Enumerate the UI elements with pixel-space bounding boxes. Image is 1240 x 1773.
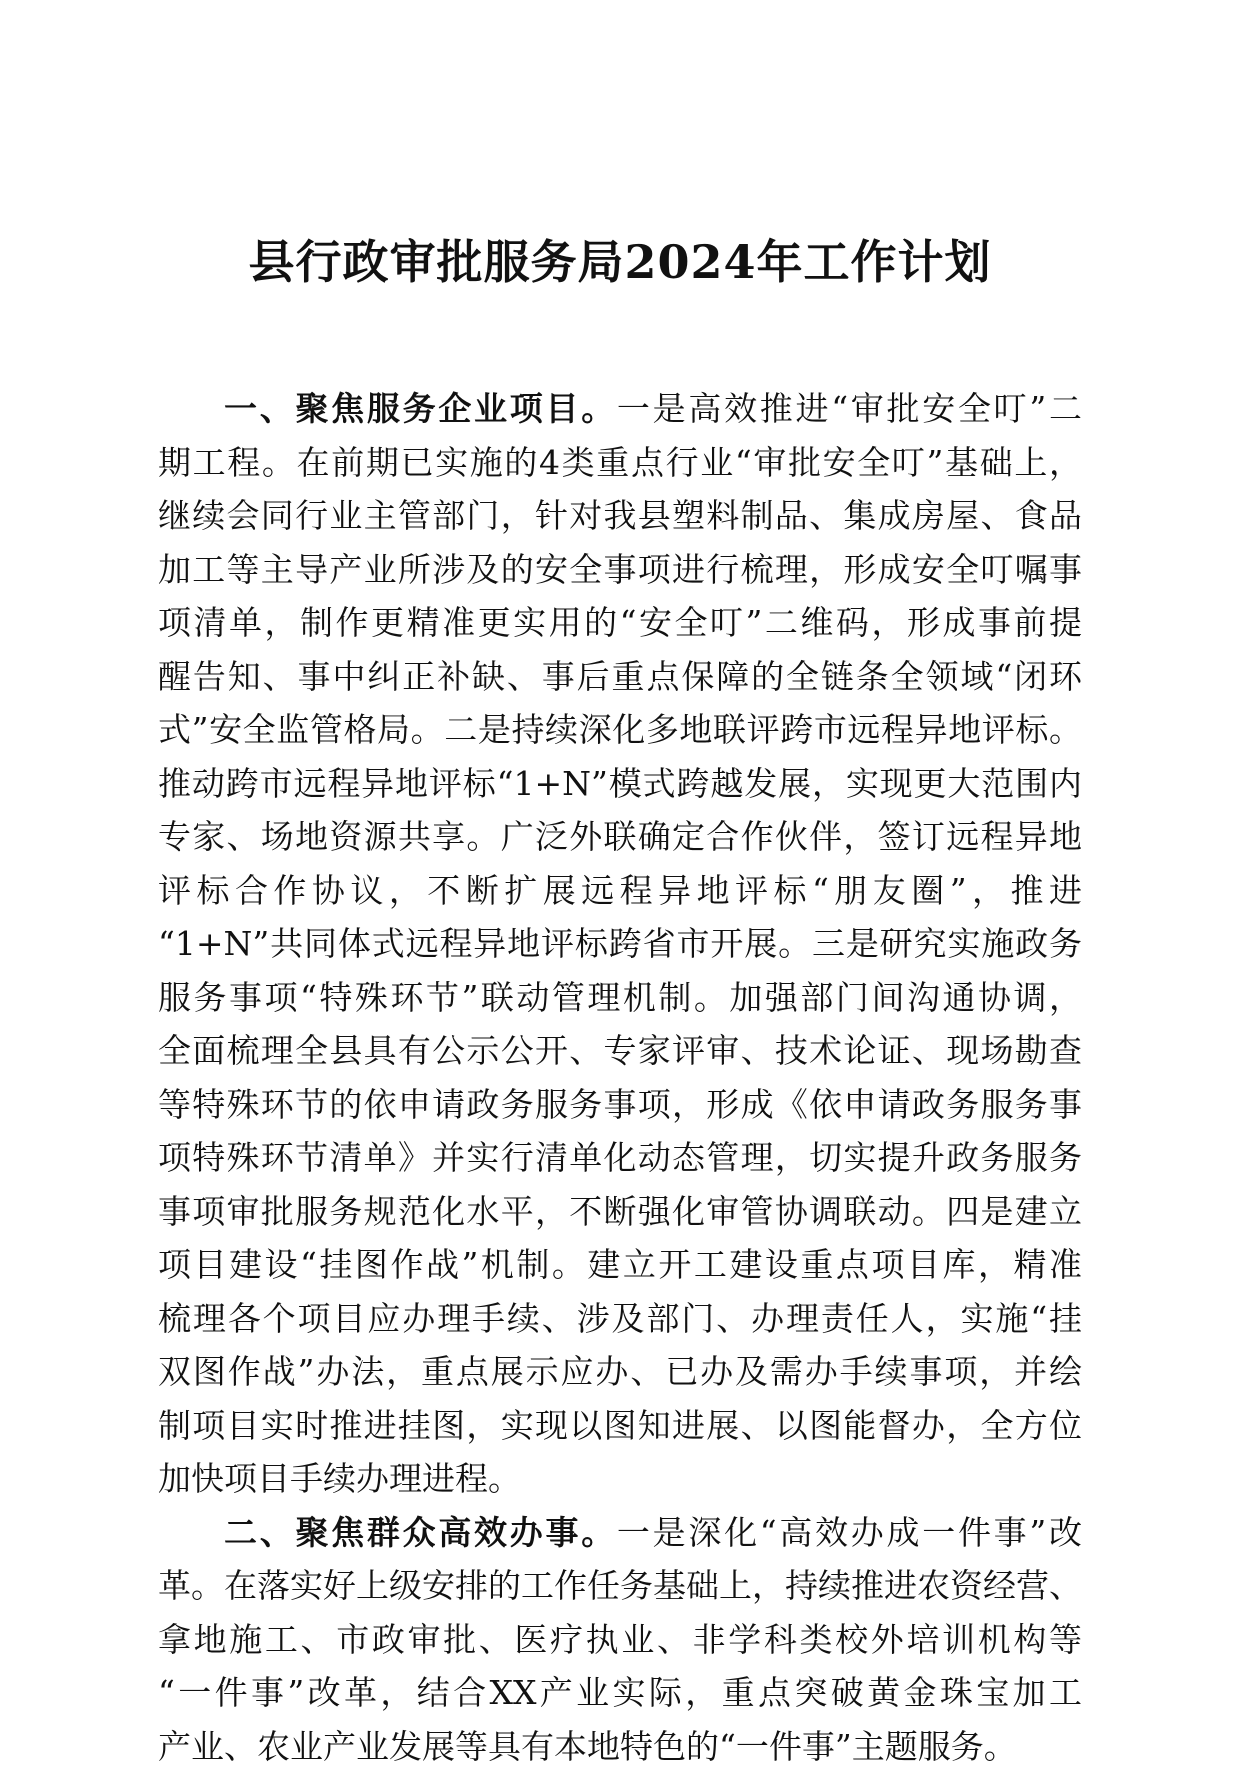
paragraph-line: 项清单，制作更精准更实用的“安全叮”二维码，形成事前提 <box>158 596 1082 650</box>
paragraph-line: 事项审批服务规范化水平，不断强化审管协调联动。四是建立 <box>158 1185 1082 1239</box>
paragraph-line: 产业、农业产业发展等具有本地特色的“一件事”主题服务。 <box>158 1720 1082 1773</box>
paragraph-line: 等特殊环节的依申请政务服务事项，形成《依申请政务服务事 <box>158 1078 1082 1132</box>
paragraph-line: 加快项目手续办理进程。 <box>158 1452 1082 1506</box>
paragraph-line: 式”安全监管格局。二是持续深化多地联评跨市远程异地评标。 <box>158 703 1082 757</box>
section-2-first-line-text: 一是深化“高效办成一件事”改 <box>617 1513 1082 1552</box>
section-2-first-line <box>158 1506 1082 1560</box>
paragraph-line: 期工程。在前期已实施的4类重点行业“审批安全叮”基础上， <box>158 436 1082 490</box>
paragraph-line: 拿地施工、市政审批、医疗执业、非学科类校外培训机构等 <box>158 1613 1082 1667</box>
document-title: 县行政审批服务局2024年工作计划 <box>0 232 1240 292</box>
paragraph-line: 评标合作协议，不断扩展远程异地评标“朋友圈”，推进 <box>158 864 1082 918</box>
section-2-heading: 二、聚焦群众高效办事。 <box>224 1513 617 1552</box>
paragraph-line: 服务事项“特殊环节”联动管理机制。加强部门间沟通协调， <box>158 971 1082 1025</box>
paragraph-line: “一件事”改革，结合XX产业实际，重点突破黄金珠宝加工 <box>158 1666 1082 1720</box>
paragraph-line: 项特殊环节清单》并实行清单化动态管理，切实提升政务服务 <box>158 1131 1082 1185</box>
paragraph-line: 梳理各个项目应办理手续、涉及部门、办理责任人，实施“挂 <box>158 1292 1082 1346</box>
paragraph-line: 项目建设“挂图作战”机制。建立开工建设重点项目库，精准 <box>158 1238 1082 1292</box>
paragraph-line: 醒告知、事中纠正补缺、事后重点保障的全链条全领域“闭环 <box>158 650 1082 704</box>
paragraph-line: “1+N”共同体式远程异地评标跨省市开展。三是研究实施政务 <box>158 917 1082 971</box>
paragraph-line: 双图作战”办法，重点展示应办、已办及需办手续事项，并绘 <box>158 1345 1082 1399</box>
paragraph-line: 专家、场地资源共享。广泛外联确定合作伙伴，签订远程异地 <box>158 810 1082 864</box>
document-body <box>158 382 1082 1773</box>
paragraph-line: 推动跨市远程异地评标“1+N”模式跨越发展，实现更大范围内 <box>158 757 1082 811</box>
section-1-first-line-text: 一是高效推进“审批安全叮”二 <box>617 389 1082 428</box>
paragraph-line: 全面梳理全县具有公示公开、专家评审、技术论证、现场勘查 <box>158 1024 1082 1078</box>
paragraph-line: 革。在落实好上级安排的工作任务基础上，持续推进农资经营、 <box>158 1559 1082 1613</box>
section-1-first-line <box>158 382 1082 436</box>
section-1-heading: 一、聚焦服务企业项目。 <box>224 389 617 428</box>
paragraph-line: 制项目实时推进挂图，实现以图知进展、以图能督办，全方位 <box>158 1399 1082 1453</box>
paragraph-line: 加工等主导产业所涉及的安全事项进行梳理，形成安全叮嘱事 <box>158 543 1082 597</box>
paragraph-line: 继续会同行业主管部门，针对我县塑料制品、集成房屋、食品 <box>158 489 1082 543</box>
